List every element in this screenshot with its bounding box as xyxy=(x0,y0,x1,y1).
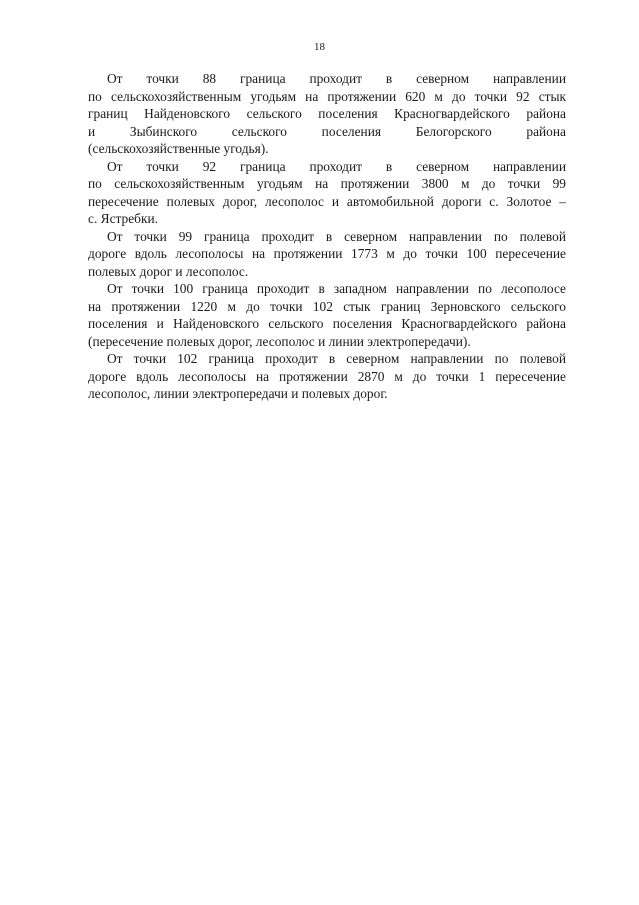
text-line: поселения и Найденовского сельского поселения Красногвардейского района xyxy=(88,316,566,331)
text-line: по сельскохозяйственным угодьям на протяжении 3800 м до точки 99 xyxy=(88,176,566,191)
text-line: пересечение полевых дорог, лесополос и автомобильной дороги с. Золотое – xyxy=(88,193,566,209)
text-line: границ Найденовского сельского поселения Красногвардейского района xyxy=(88,106,566,121)
text-line: дороге вдоль лесополосы на протяжении 2870 м до точки 1 пересечение xyxy=(88,368,566,384)
text-line: полевых дорог и лесополос. xyxy=(88,263,249,279)
paragraph-1 xyxy=(88,70,566,158)
paragraph-4 xyxy=(88,280,566,350)
text-line: От точки 102 граница проходит в северном направлении по полевой xyxy=(107,351,566,366)
paragraph-2 xyxy=(88,158,566,228)
text-line: и Зыбинского сельского поселения Белогорского района xyxy=(88,123,566,139)
text-line: лесополос, линии электропередачи и полевых дорог. xyxy=(88,386,388,401)
text-line: (пересечение полевых дорог, лесополос и линии электропередачи). xyxy=(88,333,471,349)
text-line: с. Ястребки. xyxy=(88,211,159,226)
paragraph-5 xyxy=(88,350,566,403)
text-line: по сельскохозяйственным угодьям на протяжении 620 м до точки 92 стык xyxy=(88,88,566,104)
paragraph-3 xyxy=(88,228,566,281)
text-line: От точки 99 граница проходит в северном направлении по полевой xyxy=(107,228,566,244)
text-line: От точки 92 граница проходит в северном направлении xyxy=(107,158,566,174)
text-line: От точки 88 граница проходит в северном направлении xyxy=(107,71,566,86)
text-line: От точки 100 граница проходит в западном направлении по лесополосе xyxy=(107,281,566,296)
page-number: 18 xyxy=(314,41,325,53)
text-line: на протяжении 1220 м до точки 102 стык границ Зерновского сельского xyxy=(88,298,566,314)
text-line: (сельскохозяйственные угодья). xyxy=(88,141,269,156)
document-body xyxy=(88,70,566,403)
text-line: дороге вдоль лесополосы на протяжении 1773 м до точки 100 пересечение xyxy=(88,246,566,261)
